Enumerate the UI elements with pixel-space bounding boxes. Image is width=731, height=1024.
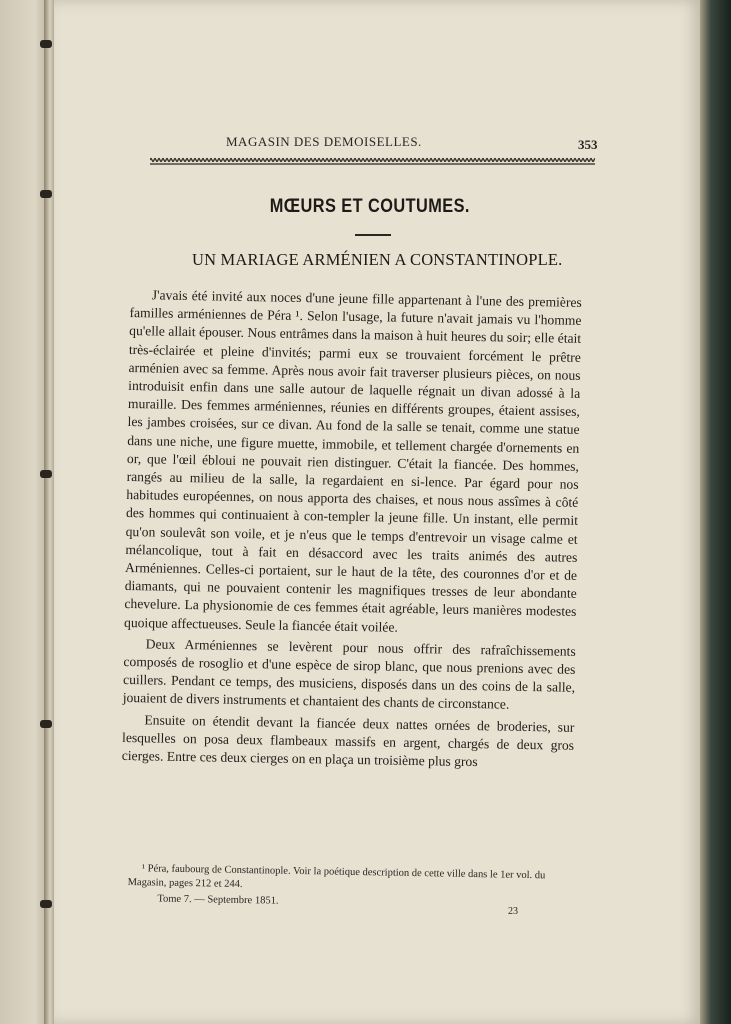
facing-page-edge <box>0 0 50 1024</box>
book-spine <box>44 0 54 1024</box>
binding-stitch <box>40 720 52 728</box>
ornamental-rule <box>150 155 595 169</box>
page-number: 353 <box>578 137 598 152</box>
section-title: MŒURS ET COUTUMES. <box>269 196 470 217</box>
binding-stitch <box>40 900 52 908</box>
article-title: UN MARIAGE ARMÉNIEN A CONSTANTINOPLE. <box>192 250 563 269</box>
title-divider <box>355 234 391 236</box>
book-cover-edge <box>700 0 731 1024</box>
footnote: ¹ Péra, faubourg de Constantinople. Voir la poétique description de cette ville dans le 1er vol. du Magasin, pages 212 et 244. <box>127 863 546 891</box>
binding-stitch <box>40 470 52 478</box>
paragraph: J'avais été invité aux noces d'une jeune fille appartenant à l'une des premières familles arméniennes de Péra ¹. Selon l'usage, la future n'avait jamais vu l'homme qu'elle allait épouser. Nous entrâmes dans la maison à huit heures du soir; elle était très-éclairée et pleine d'invités; parmi eux se trouvaient forcément le prêtre arménien avec sa femme. Après nous avoir fait traverser plusieurs pièces, on nous introduisit enfin dans une salle autour de laquelle régnait un divan adossé à la muraille. Des femmes arméniennes, réunies en différents groupes, étaient assises, les jambes croisées, sur ce divan. Au fond de la salle se tenait, comme une statue dans une niche, une figure muette, immobile, et tellement chargée d'ornements en or, que l'œil ébloui ne pouvait rien distinguer. C'était la fiancée. Des hommes, rangés au milieu de la salle, la regardaient en si-lence. Par égard pour nos habitudes européennes, on nous apporta des chaises, et nous nous assîmes à côté des hommes qui continuaient à con-templer la jeune fille. Un instant, elle permit qu'on soulevât son voile, et je n'eus que le temps d'entrevoir un visage calme et mélancolique, tout à fait en désaccord avec les traits animés des autres Arméniennes. Celles-ci portaient, sur le haut de la tête, des couronnes d'or et de diamants, qui ne pouvaient contenir les magnifiques tresses de leur abondante chevelure. La physionomie de ces femmes était agréable, leurs manières modestes quoique affectueuses. Seule la fiancée était voilée. <box>124 287 582 635</box>
signature-mark: 23 <box>508 906 518 917</box>
running-head: MAGASIN DES DEMOISELLES. <box>226 134 422 149</box>
paragraph: Ensuite on étendit devant la fiancée deux nattes ornées de broderies, sur lesquelles on posa deux flambeaux massifs en argent, chargés de deux gros cierges. Entre ces deux cierges on en plaça un troisième plus gros <box>121 711 575 770</box>
paragraph: Deux Arméniennes se levèrent pour nous offrir des rafraîchissements composés de rosoglio et d'une espèce de sirop blanc, que nous prenions avec des cuillers. Pendant ce temps, des musiciens, disposés dans un des coins de la salle, jouaient de divers instruments et chantaient des chants de circonstance. <box>122 636 576 713</box>
article-body <box>122 286 582 776</box>
issue-line: Tome 7. — Septembre 1851. <box>157 893 279 907</box>
binding-stitch <box>40 40 52 48</box>
